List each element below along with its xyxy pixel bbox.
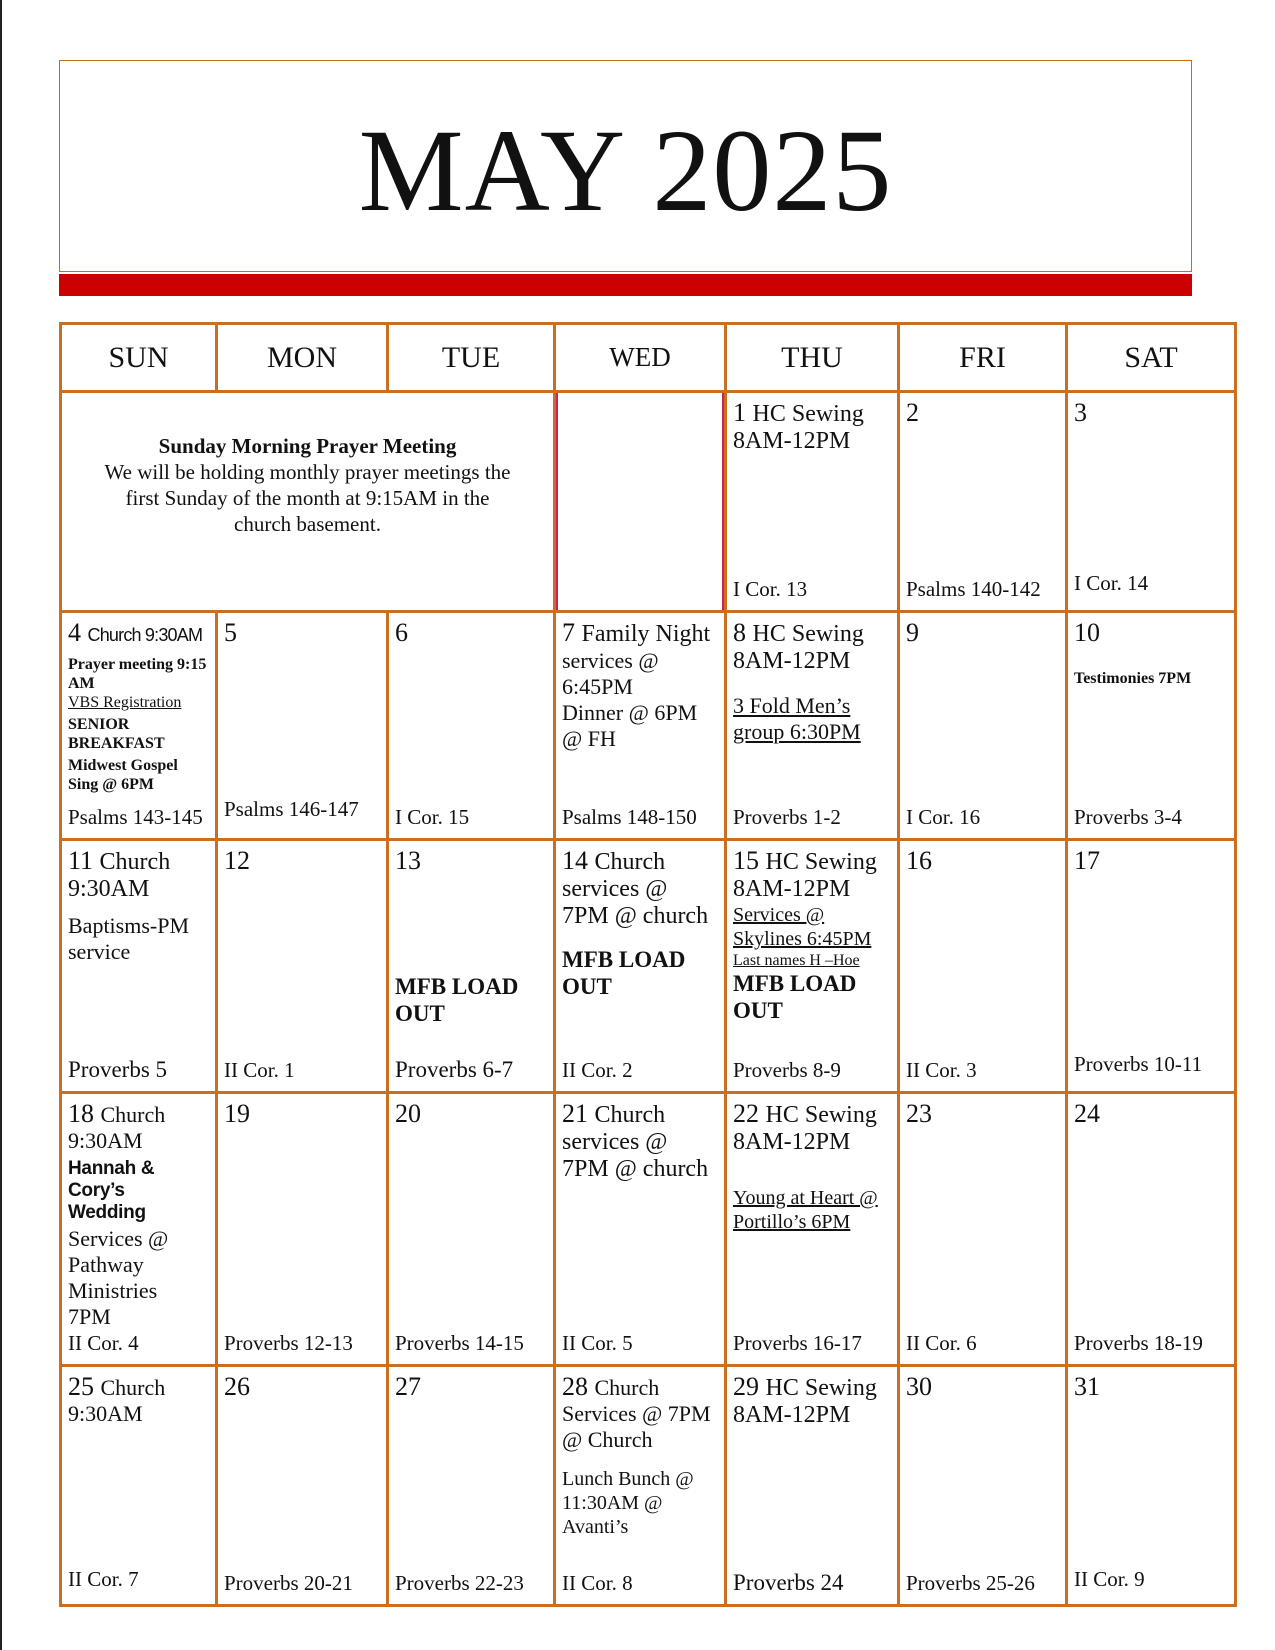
event-baptisms: Baptisms-PM service — [68, 913, 190, 964]
day-cell-22 — [727, 1094, 897, 1364]
day-cell-25 — [62, 1367, 215, 1604]
event-time: 9:30AM — [68, 1128, 143, 1153]
day-cell-28 — [556, 1367, 724, 1604]
day-cell-16 — [900, 841, 1065, 1091]
event-pathway-services: Services @ Pathway Ministries 7PM — [68, 1226, 169, 1329]
day-cell-30 — [900, 1367, 1065, 1604]
event-detail: services @ 6:45PM — [562, 648, 659, 699]
day-cell-2 — [900, 393, 1065, 610]
bible-reading: II Cor. 9 — [1074, 1567, 1145, 1591]
day-cell-29 — [727, 1367, 897, 1604]
day-number: 7 — [562, 618, 575, 647]
day-number: 11 — [68, 846, 94, 875]
event-dinner: Dinner @ 6PM @ FH — [562, 700, 698, 751]
day-number: 30 — [906, 1372, 932, 1401]
day-cell-31 — [1068, 1367, 1234, 1604]
event-title: Church — [100, 1102, 166, 1127]
event-mfb-load-out: MFB LOAD OUT — [733, 971, 857, 1023]
event-testimonies: Testimonies 7PM — [1074, 670, 1192, 687]
page-edge-rule — [0, 0, 2, 1650]
day-number: 4 — [68, 618, 81, 647]
day-cell-18 — [62, 1094, 215, 1364]
day-cell-3 — [1068, 393, 1234, 610]
bible-reading: II Cor. 7 — [68, 1567, 139, 1591]
event-prayer-meeting: Prayer meeting 9:15 AM — [68, 656, 207, 692]
bible-reading: II Cor. 4 — [68, 1331, 139, 1355]
day-number: 22 — [733, 1099, 759, 1128]
event-time: 8AM-12PM — [733, 1129, 851, 1155]
bible-reading: Proverbs 25-26 — [906, 1571, 1035, 1595]
bible-reading: Proverbs 3-4 — [1074, 805, 1182, 829]
event-wedding: Hannah & Cory’s Wedding — [68, 1158, 155, 1223]
bible-reading: Proverbs 10-11 — [1074, 1052, 1203, 1076]
day-cell-19 — [218, 1094, 386, 1364]
day-number: 17 — [1074, 846, 1100, 875]
event-title: Church — [594, 849, 666, 875]
day-number: 21 — [562, 1099, 588, 1128]
bible-reading: Proverbs 14-15 — [395, 1331, 524, 1355]
day-number: 13 — [395, 846, 421, 875]
day-number: 27 — [395, 1372, 421, 1401]
event-detail: Services @ 7PM @ Church — [562, 1401, 711, 1452]
event-time: 8AM-12PM — [733, 428, 851, 454]
day-number: 28 — [562, 1372, 588, 1401]
day-number: 8 — [733, 618, 746, 647]
weekday-header-sat: SAT — [1068, 325, 1234, 390]
day-cell-1 — [727, 393, 897, 610]
bible-reading: Psalms 146-147 — [224, 797, 359, 821]
bible-reading: Proverbs 22-23 — [395, 1571, 524, 1595]
day-number: 19 — [224, 1099, 250, 1128]
event-time: 9:30AM — [68, 1401, 143, 1426]
bible-reading: I Cor. 14 — [1074, 571, 1149, 595]
day-number: 1 — [733, 398, 746, 427]
day-number: 12 — [224, 846, 250, 875]
bible-reading: Proverbs 1-2 — [733, 805, 841, 829]
day-number: 29 — [733, 1372, 759, 1401]
bible-reading: Proverbs 6-7 — [395, 1057, 514, 1082]
day-cell-4 — [62, 613, 215, 838]
event-mfb-load-out: MFB LOAD OUT — [562, 947, 686, 999]
event-title: Church — [594, 1102, 666, 1128]
event-last-names: Last names H –Hoe — [733, 952, 860, 969]
event-time: 9:30AM — [68, 876, 150, 902]
event-title: HC Sewing — [752, 401, 864, 427]
day-cell-empty — [556, 393, 724, 610]
day-number: 23 — [906, 1099, 932, 1128]
event-detail: services @ 7PM @ church — [562, 876, 709, 929]
day-number: 6 — [395, 618, 408, 647]
day-cell-26 — [218, 1367, 386, 1604]
bible-reading: II Cor. 6 — [906, 1331, 977, 1355]
day-number: 16 — [906, 846, 932, 875]
bible-reading: Proverbs 8-9 — [733, 1058, 841, 1082]
day-number: 2 — [906, 398, 919, 427]
day-number: 20 — [395, 1099, 421, 1128]
event-title: Family Night — [581, 621, 711, 647]
day-cell-10 — [1068, 613, 1234, 838]
event-senior-breakfast: SENIOR BREAKFAST — [68, 716, 165, 752]
day-cell-21 — [556, 1094, 724, 1364]
weekday-header-thu: THU — [727, 325, 897, 390]
bible-reading: Proverbs 20-21 — [224, 1571, 353, 1595]
event-vbs-registration: VBS Registration — [68, 694, 182, 711]
event-title: Church 9:30AM — [87, 625, 203, 645]
day-cell-9 — [900, 613, 1065, 838]
event-title: HC Sewing — [752, 621, 864, 647]
bible-reading: Proverbs 18-19 — [1074, 1331, 1203, 1355]
bible-reading: Proverbs 16-17 — [733, 1331, 862, 1355]
bible-reading: I Cor. 13 — [733, 577, 808, 601]
prayer-meeting-notice — [62, 393, 553, 610]
bible-reading: II Cor. 2 — [562, 1058, 633, 1082]
day-cell-8 — [727, 613, 897, 838]
bible-reading: Psalms 148-150 — [562, 805, 697, 829]
day-number: 26 — [224, 1372, 250, 1401]
bible-reading: Psalms 143-145 — [68, 805, 203, 829]
day-cell-15 — [727, 841, 897, 1091]
event-title: HC Sewing — [765, 1375, 877, 1401]
day-cell-12 — [218, 841, 386, 1091]
day-cell-11 — [62, 841, 215, 1091]
day-number: 25 — [68, 1372, 94, 1401]
calendar-grid — [59, 322, 1237, 1607]
day-cell-27 — [389, 1367, 553, 1604]
day-cell-20 — [389, 1094, 553, 1364]
day-number: 5 — [224, 618, 237, 647]
event-young-at-heart: Young at Heart @ Portillo’s 6PM — [733, 1187, 878, 1233]
event-detail: services @ 7PM @ church — [562, 1129, 709, 1182]
day-number: 15 — [733, 846, 759, 875]
bible-reading: II Cor. 1 — [224, 1058, 295, 1082]
day-cell-14 — [556, 841, 724, 1091]
title-box — [59, 60, 1192, 272]
event-mfb-load-out: MFB LOAD OUT — [395, 974, 519, 1026]
event-time: 8AM-12PM — [733, 1402, 851, 1428]
day-cell-6 — [389, 613, 553, 838]
bible-reading: Proverbs 12-13 — [224, 1331, 353, 1355]
bible-reading: II Cor. 5 — [562, 1331, 633, 1355]
title-accent-bar — [59, 274, 1192, 296]
day-cell-13 — [389, 841, 553, 1091]
day-number: 14 — [562, 846, 588, 875]
event-mens-group: 3 Fold Men’s group 6:30PM — [733, 693, 861, 744]
day-cell-7 — [556, 613, 724, 838]
event-gospel-sing: Midwest Gospel Sing @ 6PM — [68, 757, 178, 793]
event-title: HC Sewing — [765, 1102, 877, 1128]
event-title: Church — [594, 1375, 660, 1400]
day-cell-23 — [900, 1094, 1065, 1364]
weekday-header-wed: WED — [556, 325, 724, 390]
event-time: 8AM-12PM — [733, 876, 851, 902]
notice-title: Sunday Morning Prayer Meeting — [158, 434, 457, 458]
weekday-header-tue: TUE — [389, 325, 553, 390]
bible-reading: Proverbs 24 — [733, 1570, 844, 1595]
calendar-title: MAY 2025 — [358, 105, 893, 236]
day-number: 31 — [1074, 1372, 1100, 1401]
bible-reading: I Cor. 15 — [395, 805, 470, 829]
event-lunch-bunch: Lunch Bunch @ 11:30AM @ Avanti’s — [562, 1468, 694, 1538]
day-cell-5 — [218, 613, 386, 838]
day-cell-24 — [1068, 1094, 1234, 1364]
bible-reading: II Cor. 8 — [562, 1571, 633, 1595]
day-number: 24 — [1074, 1099, 1100, 1128]
event-time: 8AM-12PM — [733, 648, 851, 674]
notice-body: We will be holding monthly prayer meetings the first Sunday of the month at 9:15AM in the church basement. — [104, 460, 511, 536]
bible-reading: Proverbs 5 — [68, 1057, 168, 1082]
event-title: Church — [99, 849, 171, 875]
day-cell-17 — [1068, 841, 1234, 1091]
weekday-header-sun: SUN — [62, 325, 215, 390]
weekday-header-fri: FRI — [900, 325, 1065, 390]
bible-reading: Psalms 140-142 — [906, 577, 1041, 601]
event-title: HC Sewing — [765, 849, 877, 875]
day-number: 10 — [1074, 618, 1100, 647]
day-number: 18 — [68, 1099, 94, 1128]
day-number: 3 — [1074, 398, 1087, 427]
bible-reading: I Cor. 16 — [906, 805, 981, 829]
day-number: 9 — [906, 618, 919, 647]
event-skylines-services: Services @ Skylines 6:45PM — [733, 904, 872, 950]
bible-reading: II Cor. 3 — [906, 1058, 977, 1082]
weekday-header-mon: MON — [218, 325, 386, 390]
event-title: Church — [100, 1375, 166, 1400]
